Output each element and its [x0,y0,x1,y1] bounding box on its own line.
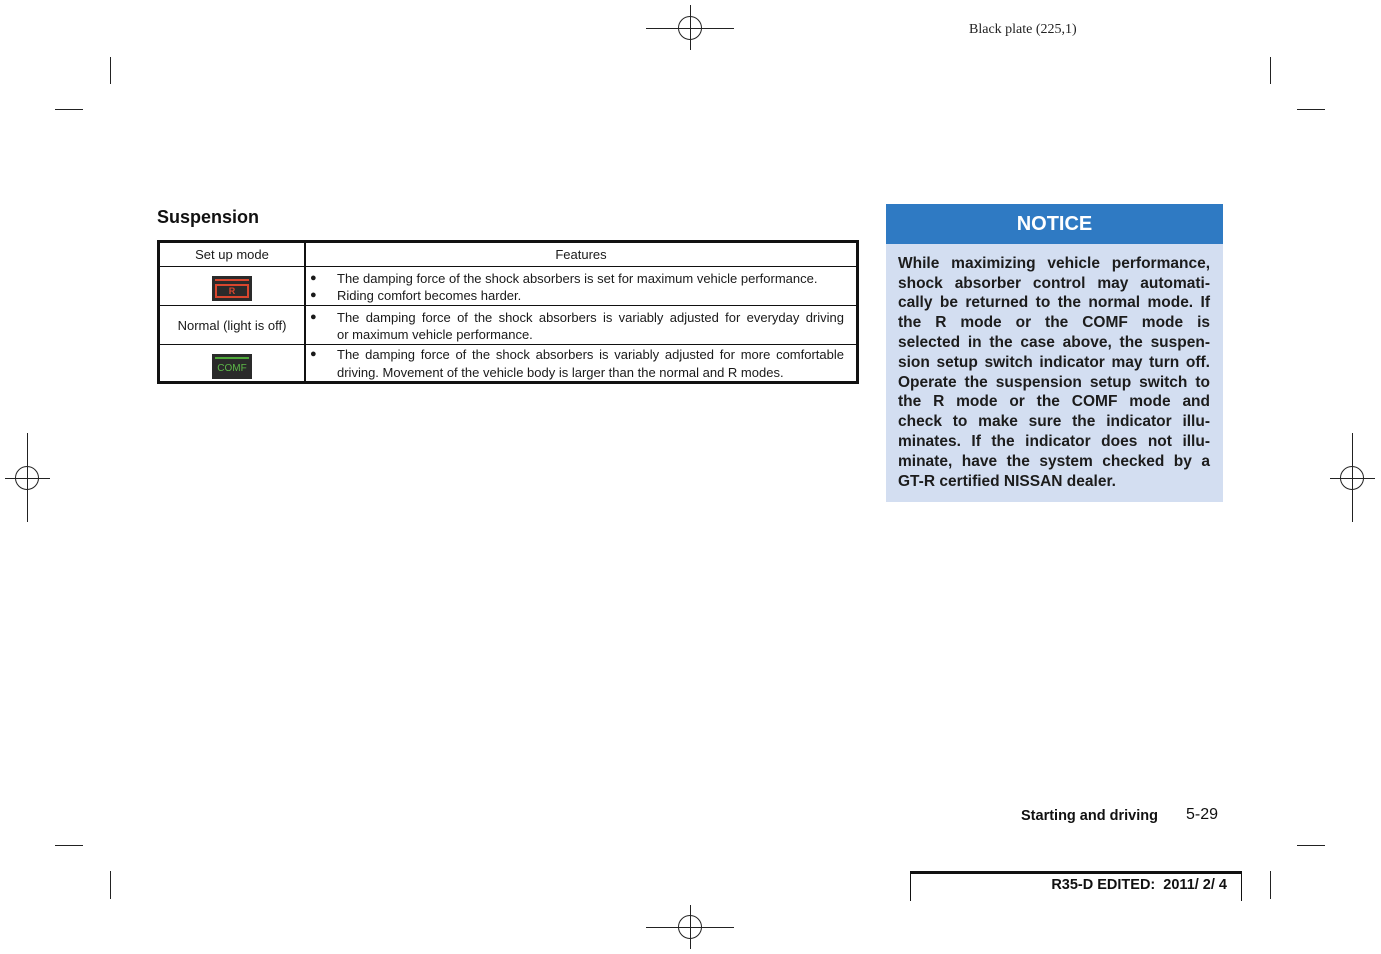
footer-page-number: 5-29 [1186,806,1219,823]
bullet-icon: ● [310,311,317,323]
section-title: Suspension [157,207,260,227]
notice-line: the R mode or the COMF mode is [898,314,1210,331]
notice-line: selected in the case above, the suspen- [898,334,1210,351]
notice-line: minate, have the system checked by a [898,453,1210,470]
plate-label: Black plate (225,1) [969,22,1077,37]
notice-line: shock absorber control may automati- [898,275,1210,292]
r-mode-cell [160,267,304,305]
r-mode-indicator-icon: R [212,276,252,301]
notice-line: cally be returned to the normal mode. If [898,294,1210,311]
bullet-icon: ● [310,348,317,360]
comf-mode-indicator-icon: COMF [212,354,252,379]
r-mode-features: ● The damping force of the shock absorbers is set for maximum vehicle performance. ● Riding comfort becomes harder. [310,271,818,303]
notice-box [886,204,1223,502]
header-features: Features [555,247,607,262]
table-header-row [160,243,856,266]
header-setup-mode: Set up mode [195,247,269,262]
notice-line: minates. If the indicator does not illu- [898,433,1210,450]
bullet-icon: ● [310,272,317,284]
notice-line: GT-R certified NISSAN dealer. [898,473,1116,490]
normal-mode-cell: Normal (light is off) [177,317,287,333]
notice-line: Operate the suspension setup switch to [898,374,1210,391]
notice-line: sion setup switch indicator may turn off. [898,354,1210,371]
notice-title: NOTICE [886,204,1223,244]
footer-section-name: Starting and driving [1021,808,1158,824]
suspension-table [157,240,859,384]
notice-line: While maximizing vehicle performance, [898,255,1210,272]
edited-stamp-text: R35-D EDITED: 2011/ 2/ 4 [1051,877,1227,893]
table-row-normal-mode [160,305,856,344]
table-row-comf-mode [160,344,856,381]
edited-stamp [910,871,1242,901]
normal-mode-features: ● The damping force of the shock absorbers is variably adjusted for everyday driving or maximum vehicle performance. [310,310,844,342]
notice-line: check to make sure the indicator illu- [898,413,1210,430]
table-row-r-mode [160,266,856,305]
comf-mode-cell [160,345,304,381]
bullet-icon: ● [310,289,317,301]
comf-mode-features: ● The damping force of the shock absorbers is variably adjusted for more comfortable driving. Movement of the vehicle body is larger than the normal and R modes. [310,347,844,380]
notice-line: the R mode or the COMF mode and [898,393,1210,410]
